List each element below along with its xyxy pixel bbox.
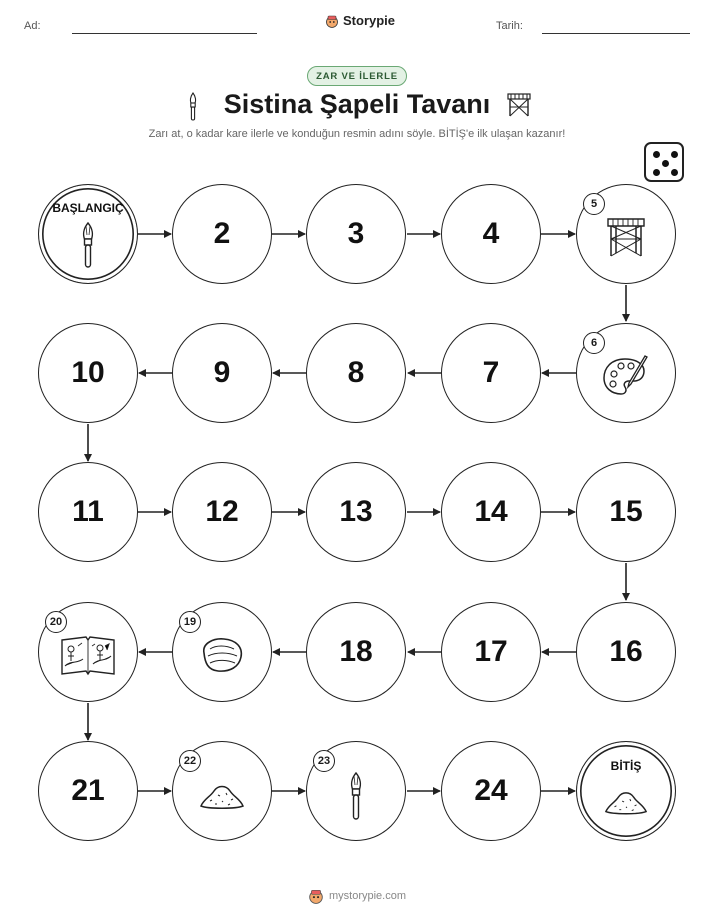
board-space-16 (576, 602, 676, 702)
pigment-pile-icon (603, 787, 649, 817)
board-space-14 (441, 462, 541, 562)
space-number-badge: 6 (583, 332, 605, 354)
board-space-24 (441, 741, 541, 841)
storypie-logo-icon (308, 888, 324, 904)
page-title: Sistina Şapeli Tavanı (223, 89, 491, 119)
paintbrush-icon (78, 221, 98, 269)
brand-name: Storypie (343, 13, 396, 28)
board-space-3 (306, 184, 406, 284)
board-space-17 (441, 602, 541, 702)
space-number: 15 (609, 495, 643, 528)
board-space-finish (576, 741, 676, 841)
date-label: Tarih: (496, 20, 523, 32)
space-number: 4 (482, 217, 500, 250)
space-number: 10 (71, 356, 105, 389)
board-space-23 (306, 741, 406, 841)
board-space-12 (172, 462, 272, 562)
board-space-4 (441, 184, 541, 284)
name-label: Ad: (24, 20, 41, 32)
activity-badge: ZAR VE İLERLE (307, 66, 407, 86)
space-number: 13 (339, 495, 373, 528)
pigment-pile-icon (198, 781, 246, 811)
space-number-badge: 5 (583, 193, 605, 215)
footer-url[interactable]: mystorypie.com (328, 890, 407, 902)
scaffold-icon (605, 215, 647, 259)
space-number: 18 (339, 635, 373, 668)
board-space-8 (306, 323, 406, 423)
plaster-lump-icon (198, 635, 246, 675)
board-space-15 (576, 462, 676, 562)
palette-icon (601, 354, 651, 398)
board-space-5 (576, 184, 676, 284)
board-space-13 (306, 462, 406, 562)
space-number-badge: 20 (45, 611, 67, 633)
board-space-start (38, 184, 138, 284)
space-number: 9 (213, 356, 231, 389)
instructions: Zarı at, o kadar kare ilerle ve konduğun resmin adını söyle. BİTİŞ'e ilk ulaşan kazanır! (148, 128, 566, 140)
finish-label: BİTİŞ (610, 759, 642, 773)
board-space-22 (172, 741, 272, 841)
space-number-badge: 19 (179, 611, 201, 633)
space-number: 7 (482, 356, 500, 389)
board-space-2 (172, 184, 272, 284)
start-label: BAŞLANGIÇ (52, 201, 124, 215)
board-space-6 (576, 323, 676, 423)
board-space-9 (172, 323, 272, 423)
board-space-21 (38, 741, 138, 841)
board-space-19 (172, 602, 272, 702)
space-number: 11 (72, 495, 104, 528)
fresco-painting-icon (59, 634, 117, 678)
space-number: 17 (474, 635, 508, 668)
board-space-18 (306, 602, 406, 702)
space-number: 14 (474, 495, 508, 528)
board-space-7 (441, 323, 541, 423)
footer (0, 888, 714, 904)
space-number-badge: 22 (179, 750, 201, 772)
space-number: 16 (609, 635, 643, 668)
board-space-10 (38, 323, 138, 423)
space-number: 12 (205, 495, 239, 528)
space-number: 21 (71, 774, 105, 807)
space-number: 8 (347, 356, 365, 389)
space-number: 24 (474, 774, 508, 807)
board-space-11 (38, 462, 138, 562)
board-space-20 (38, 602, 138, 702)
space-number: 3 (347, 217, 365, 250)
paintbrush-icon (346, 771, 366, 821)
space-number-badge: 23 (313, 750, 335, 772)
space-number: 2 (213, 217, 231, 250)
